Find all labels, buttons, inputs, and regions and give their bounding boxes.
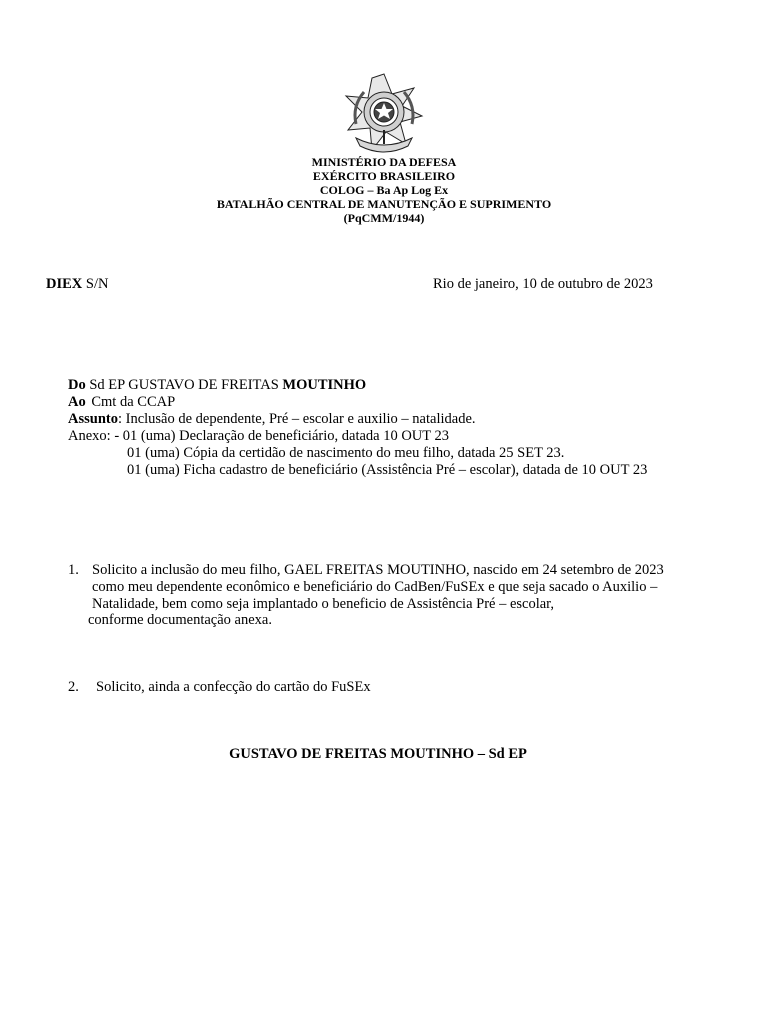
doc-id-label: DIEX [46, 276, 83, 292]
annex-label: Anexo: [68, 428, 111, 444]
paragraph-number: 2. [68, 679, 79, 695]
subject-line [68, 411, 476, 428]
annex-item: 01 (uma) Ficha cadastro de beneficiário (Assistência Pré – escolar), datada de 10 OUT 23 [127, 462, 648, 478]
header-colog: COLOG – Ba Ap Log Ex [319, 183, 449, 197]
paragraph-line: como meu dependente econômico e beneficiário do CadBen/FuSEx e que seja sacado o Auxilio – [92, 579, 658, 595]
annex-line [68, 428, 449, 445]
header-code: (PqCMM/1944) [343, 211, 425, 225]
to-line [68, 394, 175, 411]
to-label: Ao [68, 394, 86, 410]
paragraph-line: Solicito a inclusão do meu filho, GAEL FREITAS MOUTINHO, nascido em 24 setembro de 2023 [92, 562, 664, 578]
from-surname: MOUTINHO [282, 377, 367, 393]
header-army: EXÉRCITO BRASILEIRO [312, 169, 456, 183]
doc-id-value: S/N [85, 276, 109, 292]
subject-label: Assunto [68, 411, 118, 427]
paragraph-line: Solicito, ainda a confecção do cartão do FuSEx [96, 679, 371, 695]
from-label: Do [68, 377, 86, 393]
from-rank-name: Sd EP GUSTAVO DE FREITAS [89, 377, 279, 393]
subject-value: : Inclusão de dependente, Pré – escolar e auxilio – natalidade. [117, 411, 476, 427]
place-date: Rio de janeiro, 10 de outubro de 2023 [433, 276, 653, 292]
header-ministry: MINISTÉRIO DA DEFESA [311, 155, 457, 169]
to-value: Cmt da CCAP [91, 394, 176, 410]
annex-item: - 01 (uma) Declaração de beneficiário, datada 10 OUT 23 [114, 428, 450, 444]
annex-item: 01 (uma) Cópia da certidão de nascimento do meu filho, datada 25 SET 23. [127, 445, 565, 461]
header-battalion: BATALHÃO CENTRAL DE MANUTENÇÃO E SUPRIMENTO [216, 197, 552, 211]
doc-id [46, 276, 108, 293]
brazil-coat-of-arms-icon [342, 72, 426, 156]
paragraph-line: conforme documentação anexa. [88, 612, 272, 628]
signature: GUSTAVO DE FREITAS MOUTINHO – Sd EP [229, 746, 527, 762]
from-line [68, 377, 366, 394]
paragraph-line: Natalidade, bem como seja implantado o beneficio de Assistência Pré – escolar, [92, 596, 555, 612]
paragraph-number: 1. [68, 562, 79, 578]
